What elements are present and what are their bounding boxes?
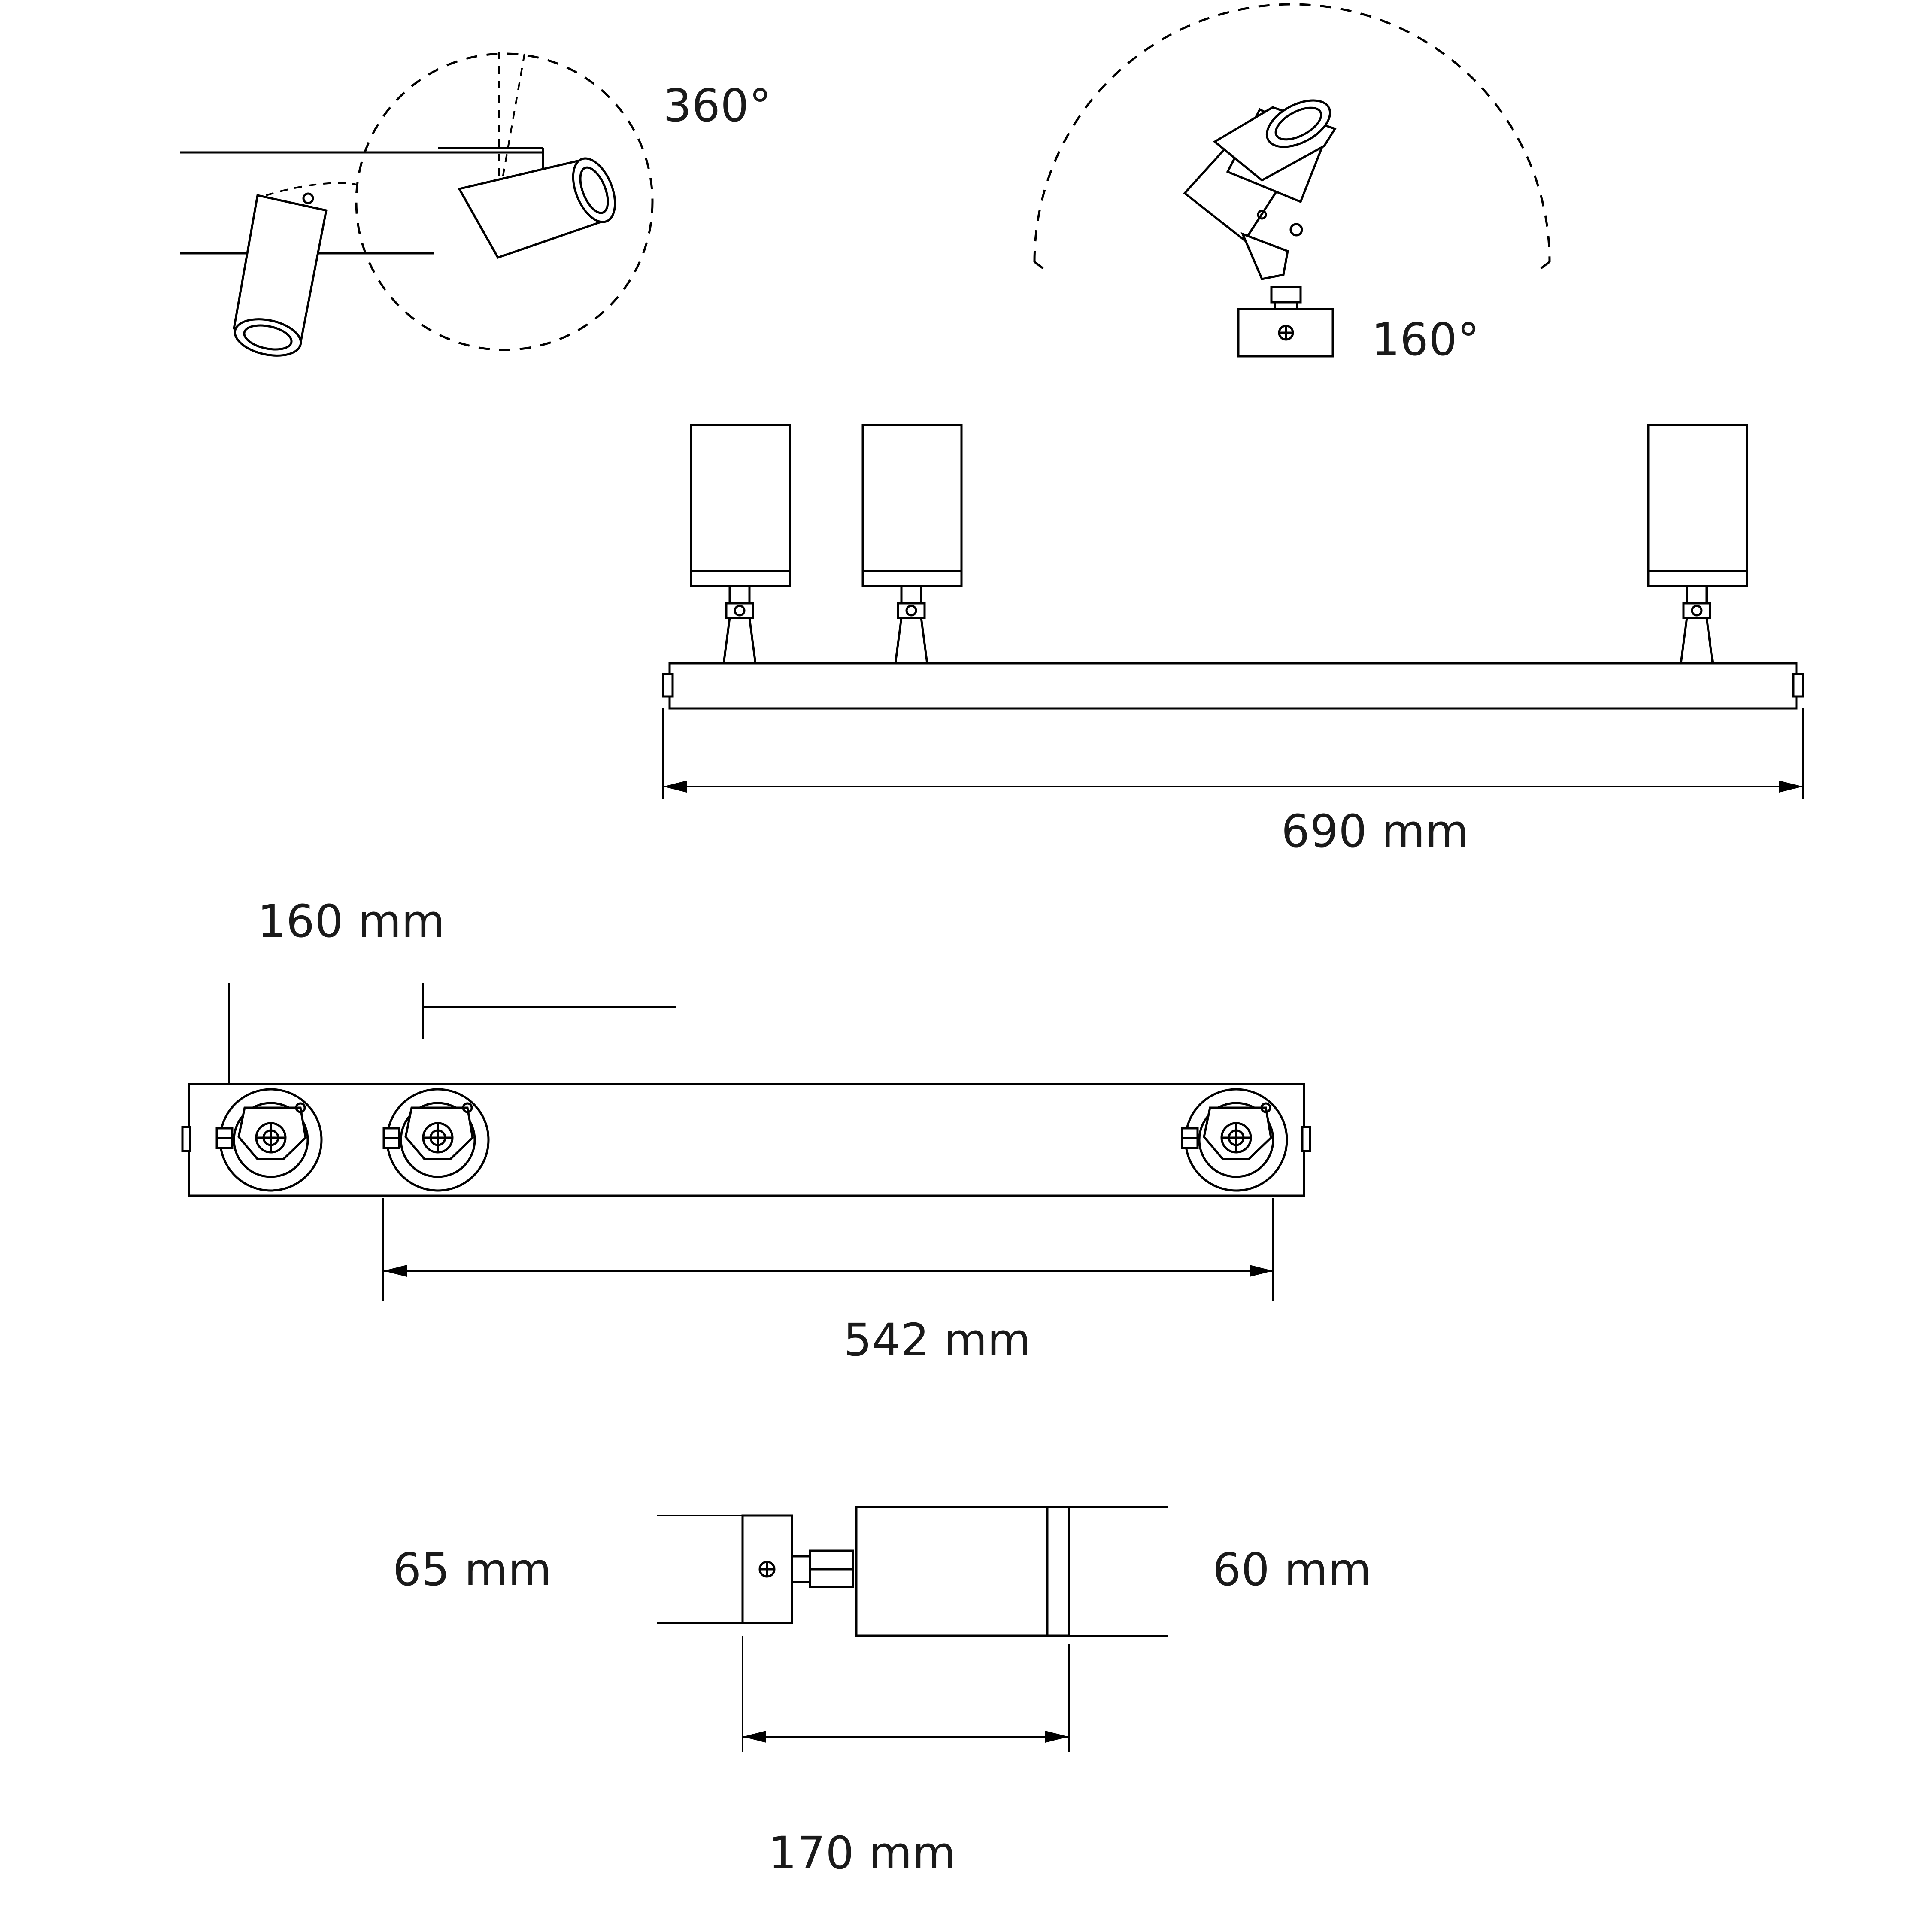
label-height-60: 60 mm <box>1213 1543 1372 1596</box>
label-offset-160: 160 mm <box>258 895 446 948</box>
rotation-360-view <box>180 52 652 361</box>
front-elevation-view <box>663 425 1803 799</box>
mount-plate <box>1238 287 1333 356</box>
dimension-65mm <box>657 1516 743 1623</box>
spot-head-tilted <box>1185 91 1338 279</box>
dimension-170 <box>743 1636 1069 1752</box>
label-depth-170: 170 mm <box>768 1827 956 1879</box>
dimension-690 <box>663 708 1803 799</box>
dimension-160mm <box>229 983 676 1084</box>
spot-head-rotated <box>459 152 623 258</box>
tilt-160-view <box>1034 4 1550 356</box>
dimension-542 <box>383 1198 1273 1301</box>
front-spot-2 <box>863 425 961 663</box>
label-spacing-542: 542 mm <box>843 1314 1031 1366</box>
side-elevation-view <box>657 1507 1168 1752</box>
spot-head-base <box>231 183 356 361</box>
front-spot-3 <box>1648 425 1747 663</box>
label-tilt-160: 160° <box>1371 313 1480 366</box>
front-spot-1 <box>691 425 790 663</box>
bottom-plan-view <box>182 983 1310 1301</box>
label-rotation-360: 360° <box>663 79 772 132</box>
dimension-60mm <box>1069 1507 1168 1636</box>
label-bar-length-690: 690 mm <box>1281 805 1469 857</box>
label-height-65: 65 mm <box>393 1543 552 1596</box>
